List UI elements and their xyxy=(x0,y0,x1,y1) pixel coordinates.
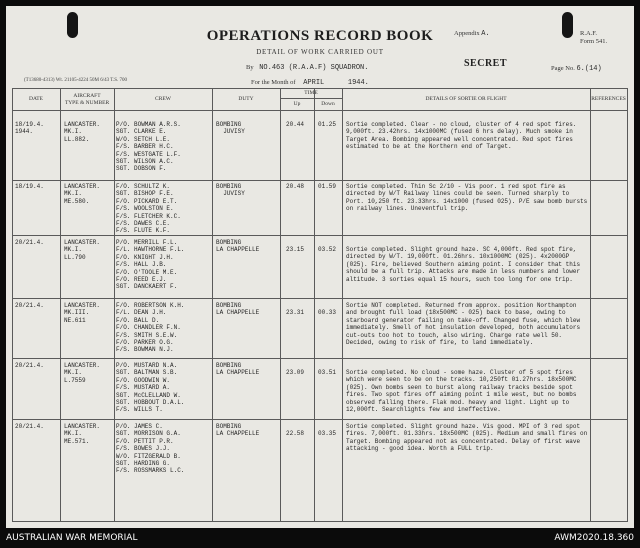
col-references: REFERENCES xyxy=(591,96,626,102)
entry-details: Sortie completed. Slight ground haze. Vis good. MPI of 3 red spot fires. 7,000ft. 01.33hrs. 18x500MC (025). Medium and small fires on Target. Bombing appeared not as concentrated. Delay of first wave attacking - good idea. Worth a FULL trip. xyxy=(346,423,588,453)
footer-accession: AWM2020.18.360 xyxy=(554,533,634,543)
entry-crew: F/O. SCHULTZ K. SGT. BISHOP F.E. F/O. PICKARD E.T. F/S. WOOLSTON E. F/S. FLETCHER K.C. F/S. DAWES C.E. F/S. FLUTE K.F. xyxy=(116,183,181,235)
entry-duty: BOMBING JUVISY xyxy=(216,183,245,198)
entry-time-up: 22.58 xyxy=(286,430,305,437)
entry-date: 18/19.4. 1944. xyxy=(15,121,44,136)
table-row xyxy=(12,300,627,362)
entry-crew: P/O. JAMES C. SGT. MORRISON G.A. F/O. PETTIT P.R. F/S. BOWES J.J. W/O. FITZGERALD B. SGT. HARDING G. F/S. ROSSMARKS L.C. xyxy=(116,423,185,475)
entry-time-down: 00.33 xyxy=(318,309,337,316)
entry-date: 20/21.4. xyxy=(15,302,44,309)
page-subtitle: DETAIL OF WORK CARRIED OUT xyxy=(256,48,384,56)
entry-aircraft: LANCASTER. MK.I. LL.882. xyxy=(64,121,101,143)
entry-duty: BOMBING LA CHAPPELLE xyxy=(216,302,260,317)
entry-time-down: 01.59 xyxy=(318,183,337,190)
entry-time-down: 01.25 xyxy=(318,121,337,128)
table-row xyxy=(12,181,627,243)
entry-date: 20/21.4. xyxy=(15,362,44,369)
table-row xyxy=(12,421,627,483)
entry-details: Sortie completed. Slight ground haze. SC 4,000ft. Red spot fire, directed by W/T. 19,000ft. 01.26hrs. 10x1000MC (025). 4x2000GP (025). Fire, believed Southern aiming point. I consider that this should be a full trip. Attacks are made in less numbers and lower altitude. 3 sorties equal 15 hours, such too long for one trip. xyxy=(346,246,581,283)
entry-duty: BOMBING LA CHAPPELLE xyxy=(216,423,260,438)
entry-time-up: 23.09 xyxy=(286,369,305,376)
col-duty: DUTY xyxy=(238,96,254,102)
entry-time-up: 23.31 xyxy=(286,309,305,316)
table-row xyxy=(12,112,627,178)
entry-time-up: 20.48 xyxy=(286,183,305,190)
entry-aircraft: LANCASTER. MK.I. ME.580. xyxy=(64,183,101,205)
table-row xyxy=(12,360,627,422)
entry-time-down: 03.35 xyxy=(318,430,337,437)
secret-stamp: SECRET xyxy=(464,58,508,69)
entry-aircraft: LANCASTER. MK.III. NE.611 xyxy=(64,302,101,324)
form-number: R.A.F. Form 541. xyxy=(580,30,608,45)
page-title: OPERATIONS RECORD BOOK xyxy=(206,28,434,44)
entry-crew: F/O. ROBERTSON K.H. F/L. DEAN J.H. F/O. BALL D. F/O. CHANDLER F.N. F/S. SMITH S.E.W. F/O. PARKER O.G. F/S. BOWMAN N.J. xyxy=(116,302,185,354)
col-time-up: Up xyxy=(293,101,301,107)
col-time: TIME xyxy=(304,90,318,96)
squadron-line: By NO.463 (R.A.A.F) SQUADRON. xyxy=(246,64,369,72)
appendix: Appendix A. xyxy=(454,30,490,38)
entry-aircraft: LANCASTER. MK.I. L.7559 xyxy=(64,362,101,384)
record-table xyxy=(12,88,628,522)
entry-aircraft: LANCASTER. MK.I. LL.790 xyxy=(64,239,101,261)
entry-details: Sortie completed. Clear - no cloud, cluster of 4 red spot fires. 9,000ft. 23.42hrs. 14x1000MC (fused 6 hrs delay). Much smoke in Target Area. Bombing appeared well concentrated. Red spot fires estimated to be at the Northern end of Target. xyxy=(346,121,577,151)
record-page xyxy=(6,6,634,528)
col-date: DATE xyxy=(28,96,44,102)
print-code: (T13680-4313) Wt. 21105-4224 50M 6/43 T.S. 700 xyxy=(24,78,128,83)
entry-time-up: 20.44 xyxy=(286,121,305,128)
entry-date: 20/21.4. xyxy=(15,423,44,430)
col-crew: CREW xyxy=(155,96,171,102)
page-number: Page No. 6.(14) xyxy=(551,65,602,73)
entry-duty: BOMBING LA CHAPPELLE xyxy=(216,362,260,377)
entry-crew: P/O. MUSTARD N.A. SGT. BALTMAN S.B. F/O. GOODWIN W. F/S. MUSTARD A. SGT. McCLELLAND W. SGT. HOBBOUT D.A.L. F/S. WILLS T. xyxy=(116,362,185,414)
entry-time-down: 03.52 xyxy=(318,246,337,253)
col-time-down: Down xyxy=(321,101,335,107)
entry-crew: P/O. BOWMAN A.R.S. SGT. CLARKE E. W/O. SETCH L.E. F/S. BARBER H.C. F/S. WESTGATE L.F. SGT. WILSON A.C. SGT. DOBSON F. xyxy=(116,121,181,173)
col-details: DETAILS OF SORTIE OR FLIGHT xyxy=(425,96,507,102)
entry-time-up: 23.15 xyxy=(286,246,305,253)
entry-time-down: 03.51 xyxy=(318,369,337,376)
footer-source: AUSTRALIAN WAR MEMORIAL xyxy=(6,533,138,543)
entry-duty: BOMBING JUVISY xyxy=(216,121,245,136)
entry-crew: P/O. MERRILL F.L. F/L. HAWTHORNE F.L. F/O. KNIGHT J.H. F/S. HALL J.B. F/O. O'TOOLE M.E. F/O. REED E.J. SGT. DANCKAERT F. xyxy=(116,239,185,291)
entry-date: 20/21.4. xyxy=(15,239,44,246)
entry-duty: BOMBING LA CHAPPELLE xyxy=(216,239,260,254)
col-aircraft: AIRCRAFT TYPE & NUMBER xyxy=(64,93,110,106)
entry-details: Sortie completed. No cloud - some haze. Cluster of 5 spot fires which were seen to be on the tracks. 10,250ft 01.27hrs. 18x500MC (025). Own bombs seen to burst along railway tracks beside spot fires. Two spot fires off aiming point 1 mile west, but no bombs observed falling there. Flak mod. heavy and light. Light up to 12,000ft. Searchlights few and ineffective. xyxy=(346,369,577,414)
entry-details: Sortie NOT completed. Returned from approx. position Northampton and brought full load (18x500MC - 025) back to base, owing to starboard generator failing on take-off. Changed fuse, which blew immediately. Smell of hot insulation developed, both accumulators cut-outs too hot to touch, also wiring. Charge rate well 50. Decided, owing to risk of fire, to land immediately. xyxy=(346,302,581,347)
entry-date: 18/19.4. xyxy=(15,183,44,190)
month-line: For the Month of APRIL 1944. xyxy=(251,79,369,87)
entry-aircraft: LANCASTER. MK.I. ME.571. xyxy=(64,423,101,445)
table-row xyxy=(12,237,627,299)
entry-details: Sortie completed. Thin Sc 2/10 - Vis poor. 1 red spot fire as directed by W/T Railway lines could be seen. Turned sharply to Port. 10,250 ft. 23.33hrs. 14x1000 (fused 025). P/E saw bomb bursts on railway lines. Uneventful trip. xyxy=(346,183,588,213)
